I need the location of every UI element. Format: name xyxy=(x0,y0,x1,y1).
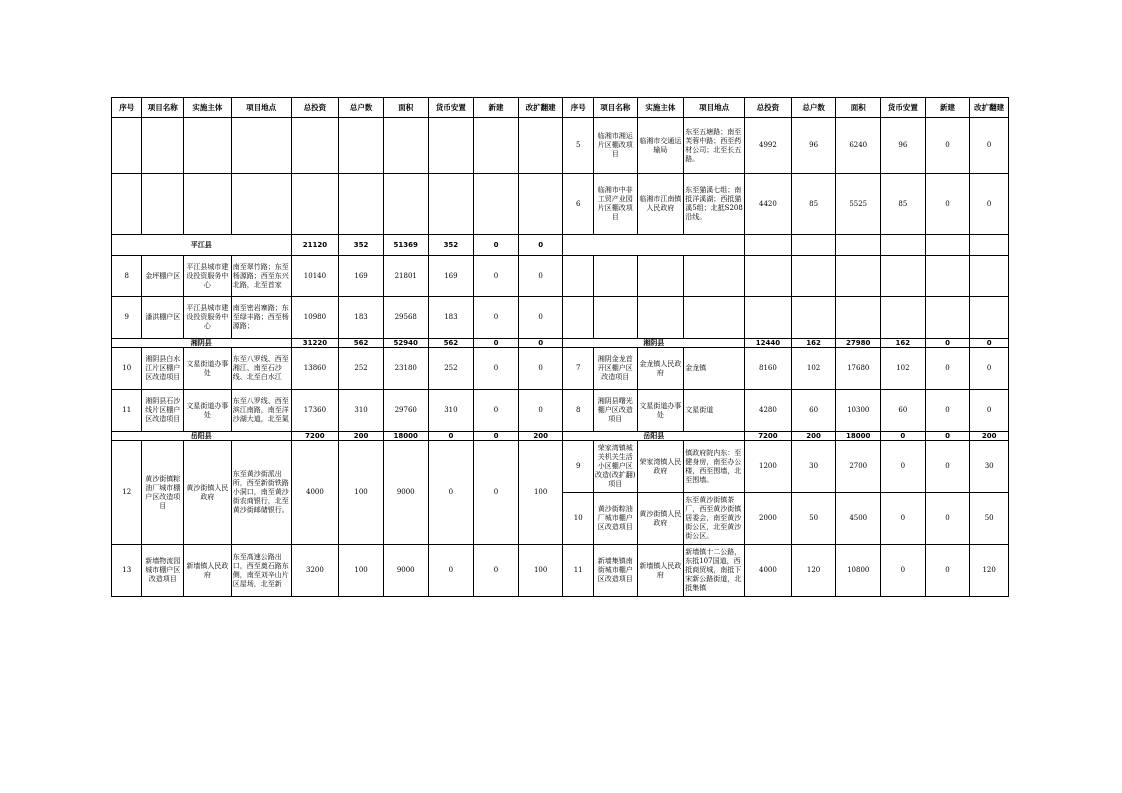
cash-resettlement-cell xyxy=(428,118,474,174)
table-row xyxy=(112,348,1009,390)
area-cell: 9000 xyxy=(383,545,428,597)
county-subtotal-label: 岳阳县 xyxy=(563,432,745,441)
location-cell: 东至高速公路出口，西至奠石路东侧，南至刘辛山片区屋场，北至新 xyxy=(231,545,291,597)
table-row xyxy=(112,118,1009,174)
seq-cell: 5 xyxy=(563,118,593,174)
renovation-cell: 50 xyxy=(970,493,1009,545)
area-cell: 5525 xyxy=(836,174,881,235)
new-build-cell xyxy=(925,256,970,297)
cash-resettlement-cell: 0 xyxy=(428,545,474,597)
seq-cell: 11 xyxy=(563,545,593,597)
new-build-cell: 0 xyxy=(474,390,519,432)
area-cell: 4500 xyxy=(836,493,881,545)
seq-cell: 6 xyxy=(563,174,593,235)
cash-resettlement-cell: 60 xyxy=(881,390,926,432)
subtotal-value-cell: 12440 xyxy=(745,339,792,348)
implementer-cell: 荣家湾镇人民政府 xyxy=(637,441,684,493)
location-cell: 东至八罗线、西至湘江、南至石沙线、北至白水江 xyxy=(231,348,291,390)
seq-cell xyxy=(563,297,593,339)
subtotal-value-cell: 51369 xyxy=(383,235,428,256)
implementer-cell: 临湘市江南镇人民政府 xyxy=(637,174,684,235)
project-name-cell: 临湘市湘运片区棚改项目 xyxy=(593,118,637,174)
subtotal-value-cell: 31220 xyxy=(291,339,339,348)
area-cell: 29568 xyxy=(383,297,428,339)
area-cell: 10300 xyxy=(836,390,881,432)
location-cell: 南至翠竹路；东至杨源路；西至东兴北路，北至首家 xyxy=(231,256,291,297)
renovation-cell: 100 xyxy=(518,545,563,597)
households-cell: 60 xyxy=(791,390,836,432)
project-name-cell: 湘阴金龙首开区棚户区改造项目 xyxy=(593,348,637,390)
cash-resettlement-cell: 0 xyxy=(881,441,926,493)
total-investment-cell: 1200 xyxy=(745,441,792,493)
renovation-cell: 0 xyxy=(518,297,563,339)
new-build-cell: 0 xyxy=(925,174,970,235)
households-cell: 100 xyxy=(339,545,384,597)
table-row xyxy=(112,441,1009,493)
seq-cell xyxy=(112,118,142,174)
column-header: 实施主体 xyxy=(637,98,684,118)
column-header: 货币安置 xyxy=(428,98,474,118)
area-cell xyxy=(383,118,428,174)
subtotal-value-cell xyxy=(881,235,926,256)
area-cell: 10800 xyxy=(836,545,881,597)
column-header: 序号 xyxy=(112,98,142,118)
seq-cell: 10 xyxy=(563,493,593,545)
cash-resettlement-cell: 85 xyxy=(881,174,926,235)
households-cell: 183 xyxy=(339,297,384,339)
households-cell: 85 xyxy=(791,174,836,235)
location-cell: 东至黄沙街镇茶厂，西至黄沙街镇居委会，南至黄沙街公区，北至黄沙街公区。 xyxy=(684,493,745,545)
new-build-cell: 0 xyxy=(474,441,519,545)
renovation-cell: 30 xyxy=(970,441,1009,493)
households-cell: 30 xyxy=(791,441,836,493)
cash-resettlement-cell: 0 xyxy=(428,441,474,545)
area-cell: 17680 xyxy=(836,348,881,390)
implementer-cell: 文星街道办事处 xyxy=(637,390,684,432)
households-cell: 310 xyxy=(339,390,384,432)
seq-cell: 9 xyxy=(112,297,142,339)
total-investment-cell: 8160 xyxy=(745,348,792,390)
location-cell: 南至密岩寨路；东至绿丰路；西至杨源路； xyxy=(231,297,291,339)
subtotal-value-cell: 200 xyxy=(339,432,384,441)
total-investment-cell: 10980 xyxy=(291,297,339,339)
subtotal-value-cell: 162 xyxy=(881,339,926,348)
subtotal-value-cell: 0 xyxy=(518,339,563,348)
column-header: 货币安置 xyxy=(881,98,926,118)
subtotal-value-cell: 0 xyxy=(518,235,563,256)
table-row xyxy=(112,174,1009,235)
column-header: 改扩翻建 xyxy=(518,98,563,118)
project-name-cell: 湘阴县白水江片区棚户区改造项目 xyxy=(142,348,184,390)
location-cell: 东至八罗线、西至滨江南路，南至洋沙湖大道，北至氮 xyxy=(231,390,291,432)
renovation-cell: 0 xyxy=(518,256,563,297)
seq-cell: 10 xyxy=(112,348,142,390)
seq-cell: 8 xyxy=(112,256,142,297)
households-cell: 102 xyxy=(791,348,836,390)
cash-resettlement-cell xyxy=(428,174,474,235)
renovation-cell: 0 xyxy=(970,118,1009,174)
county-subtotal-label: 平江县 xyxy=(112,235,292,256)
implementer-cell: 平江县城市建设投资服务中心 xyxy=(184,297,232,339)
project-name-cell: 新墙物流园城市棚户区改造项目 xyxy=(142,545,184,597)
seq-cell xyxy=(563,256,593,297)
households-cell: 100 xyxy=(339,441,384,545)
subtotal-value-cell: 0 xyxy=(970,339,1009,348)
total-investment-cell: 4992 xyxy=(745,118,792,174)
project-name-cell: 新墙集镇南街城市棚户区改造项目 xyxy=(593,545,637,597)
cash-resettlement-cell: 0 xyxy=(881,493,926,545)
project-name-cell xyxy=(142,174,184,235)
cash-resettlement-cell xyxy=(881,256,926,297)
new-build-cell: 0 xyxy=(474,297,519,339)
column-header: 改扩翻建 xyxy=(970,98,1009,118)
new-build-cell: 0 xyxy=(474,256,519,297)
cash-resettlement-cell: 169 xyxy=(428,256,474,297)
subtotal-value-cell: 0 xyxy=(925,339,970,348)
subtotal-value-cell: 52940 xyxy=(383,339,428,348)
location-cell: 文星街道 xyxy=(684,390,745,432)
subtotal-value-cell xyxy=(925,235,970,256)
total-investment-cell xyxy=(291,118,339,174)
project-name-cell: 金坪棚户区 xyxy=(142,256,184,297)
cash-resettlement-cell: 102 xyxy=(881,348,926,390)
households-cell: 169 xyxy=(339,256,384,297)
cash-resettlement-cell: 96 xyxy=(881,118,926,174)
project-table xyxy=(111,97,1009,597)
county-subtotal-label: 岳阳县 xyxy=(112,432,292,441)
total-investment-cell: 2000 xyxy=(745,493,792,545)
total-investment-cell: 17360 xyxy=(291,390,339,432)
location-cell: 新墙镇十二公路，东抵107国道，西抵商贸城，南抵下宋新公路街道，北抵集镇 xyxy=(684,545,745,597)
total-investment-cell xyxy=(745,256,792,297)
area-cell: 21801 xyxy=(383,256,428,297)
project-name-cell xyxy=(593,297,637,339)
project-name-cell: 潘洪棚户区 xyxy=(142,297,184,339)
subtotal-value-cell: 7200 xyxy=(745,432,792,441)
total-investment-cell: 4280 xyxy=(745,390,792,432)
subtotal-value-cell: 200 xyxy=(791,432,836,441)
seq-cell xyxy=(112,174,142,235)
county-subtotal-label: 湘阴县 xyxy=(563,339,745,348)
column-header: 序号 xyxy=(563,98,593,118)
column-header: 项目地点 xyxy=(684,98,745,118)
subtotal-value-cell: 200 xyxy=(518,432,563,441)
new-build-cell: 0 xyxy=(474,348,519,390)
renovation-cell: 0 xyxy=(970,390,1009,432)
total-investment-cell xyxy=(291,174,339,235)
subtotal-value-cell: 0 xyxy=(925,432,970,441)
county-subtotal-label: 湘阴县 xyxy=(112,339,292,348)
new-build-cell: 0 xyxy=(474,545,519,597)
renovation-cell: 100 xyxy=(518,441,563,545)
column-header: 项目名称 xyxy=(142,98,184,118)
table-row xyxy=(112,545,1009,597)
total-investment-cell: 4000 xyxy=(745,545,792,597)
new-build-cell: 0 xyxy=(925,441,970,493)
implementer-cell: 金龙镇人民政府 xyxy=(637,348,684,390)
seq-cell: 13 xyxy=(112,545,142,597)
total-investment-cell: 4000 xyxy=(291,441,339,545)
implementer-cell: 文星街道办事处 xyxy=(184,348,232,390)
column-header: 总投资 xyxy=(291,98,339,118)
seq-cell: 9 xyxy=(563,441,593,493)
renovation-cell: 0 xyxy=(518,390,563,432)
column-header: 项目名称 xyxy=(593,98,637,118)
total-investment-cell: 4420 xyxy=(745,174,792,235)
cash-resettlement-cell xyxy=(881,297,926,339)
seq-cell: 11 xyxy=(112,390,142,432)
location-cell xyxy=(231,118,291,174)
implementer-cell: 平江县城市建设投资服务中心 xyxy=(184,256,232,297)
column-header: 面积 xyxy=(836,98,881,118)
new-build-cell: 0 xyxy=(925,390,970,432)
column-header: 新建 xyxy=(474,98,519,118)
subtotal-value-cell: 352 xyxy=(428,235,474,256)
county-subtotal-label xyxy=(563,235,745,256)
area-cell: 9000 xyxy=(383,441,428,545)
implementer-cell: 新墙镇人民政府 xyxy=(184,545,232,597)
households-cell xyxy=(339,118,384,174)
column-header: 总户数 xyxy=(791,98,836,118)
total-investment-cell: 3200 xyxy=(291,545,339,597)
subtotal-value-cell: 27980 xyxy=(836,339,881,348)
column-header: 项目地点 xyxy=(231,98,291,118)
subtotal-row xyxy=(112,432,1009,441)
cash-resettlement-cell: 310 xyxy=(428,390,474,432)
subtotal-value-cell: 562 xyxy=(428,339,474,348)
new-build-cell xyxy=(925,297,970,339)
subtotal-value-cell: 562 xyxy=(339,339,384,348)
subtotal-value-cell: 0 xyxy=(474,339,519,348)
table-body xyxy=(112,98,1009,597)
project-name-cell: 黄沙街镇粽油厂城市棚户区改造项目 xyxy=(142,441,184,545)
subtotal-value-cell: 0 xyxy=(881,432,926,441)
table-row xyxy=(112,297,1009,339)
subtotal-value-cell: 0 xyxy=(474,235,519,256)
column-header: 新建 xyxy=(925,98,970,118)
new-build-cell: 0 xyxy=(925,493,970,545)
header-row xyxy=(112,98,1009,118)
implementer-cell: 临湘市交通运输局 xyxy=(637,118,684,174)
households-cell: 50 xyxy=(791,493,836,545)
new-build-cell: 0 xyxy=(925,545,970,597)
location-cell: 东至五塘路；南至芙蓉中路；西至药材公司；北至长五路。 xyxy=(684,118,745,174)
area-cell: 23180 xyxy=(383,348,428,390)
project-name-cell xyxy=(593,256,637,297)
households-cell: 96 xyxy=(791,118,836,174)
subtotal-value-cell: 7200 xyxy=(291,432,339,441)
households-cell xyxy=(791,297,836,339)
subtotal-value-cell xyxy=(791,235,836,256)
renovation-cell: 0 xyxy=(970,348,1009,390)
subtotal-value-cell xyxy=(745,235,792,256)
project-name-cell xyxy=(142,118,184,174)
project-name-cell: 荣家湾镇城关机关生活小区棚户区改造(改扩翻)项目 xyxy=(593,441,637,493)
subtotal-value-cell: 0 xyxy=(474,432,519,441)
area-cell: 2700 xyxy=(836,441,881,493)
renovation-cell: 0 xyxy=(970,174,1009,235)
cash-resettlement-cell: 252 xyxy=(428,348,474,390)
subtotal-value-cell: 352 xyxy=(339,235,384,256)
location-cell xyxy=(231,174,291,235)
area-cell xyxy=(836,256,881,297)
implementer-cell xyxy=(637,256,684,297)
subtotal-value-cell: 162 xyxy=(791,339,836,348)
area-cell xyxy=(383,174,428,235)
implementer-cell xyxy=(184,118,232,174)
subtotal-value-cell: 21120 xyxy=(291,235,339,256)
implementer-cell: 新墙镇人民政府 xyxy=(637,545,684,597)
area-cell: 6240 xyxy=(836,118,881,174)
total-investment-cell: 10140 xyxy=(291,256,339,297)
location-cell xyxy=(684,297,745,339)
renovation-cell xyxy=(970,297,1009,339)
households-cell: 252 xyxy=(339,348,384,390)
project-name-cell: 临湘市中非工贸产业园片区棚改项目 xyxy=(593,174,637,235)
cash-resettlement-cell: 0 xyxy=(881,545,926,597)
renovation-cell: 120 xyxy=(970,545,1009,597)
project-name-cell: 黄沙街粽油厂城市棚户区改造项目 xyxy=(593,493,637,545)
column-header: 实施主体 xyxy=(184,98,232,118)
location-cell: 东至黄沙街派出所，西至新街铁路小洞口，南至黄沙街农商银行，北至黄沙街邮储银行。 xyxy=(231,441,291,545)
total-investment-cell xyxy=(745,297,792,339)
cash-resettlement-cell: 183 xyxy=(428,297,474,339)
new-build-cell: 0 xyxy=(925,348,970,390)
renovation-cell xyxy=(970,256,1009,297)
project-name-cell: 湘阴县曙光棚户区改造项目 xyxy=(593,390,637,432)
subtotal-row xyxy=(112,339,1009,348)
location-cell: 东至猫溪七组；南抵洋溪湖；西抵猫溪5组；北抵S208沿线。 xyxy=(684,174,745,235)
column-header: 总投资 xyxy=(745,98,792,118)
subtotal-value-cell: 18000 xyxy=(383,432,428,441)
column-header: 面积 xyxy=(383,98,428,118)
subtotal-value-cell xyxy=(836,235,881,256)
implementer-cell xyxy=(184,174,232,235)
subtotal-value-cell: 18000 xyxy=(836,432,881,441)
subtotal-row xyxy=(112,235,1009,256)
table-row xyxy=(112,390,1009,432)
area-cell: 29760 xyxy=(383,390,428,432)
project-name-cell: 湘阴县石沙线片区棚户区改造项目 xyxy=(142,390,184,432)
seq-cell: 8 xyxy=(563,390,593,432)
renovation-cell xyxy=(518,118,563,174)
renovation-cell: 0 xyxy=(518,348,563,390)
renovation-cell xyxy=(518,174,563,235)
implementer-cell xyxy=(637,297,684,339)
new-build-cell: 0 xyxy=(925,118,970,174)
households-cell xyxy=(339,174,384,235)
households-cell xyxy=(791,256,836,297)
new-build-cell xyxy=(474,118,519,174)
subtotal-value-cell: 200 xyxy=(970,432,1009,441)
implementer-cell: 黄沙街镇人民政府 xyxy=(184,441,232,545)
implementer-cell: 黄沙街镇人民政府 xyxy=(637,493,684,545)
seq-cell: 12 xyxy=(112,441,142,545)
subtotal-value-cell xyxy=(970,235,1009,256)
table-row xyxy=(112,256,1009,297)
seq-cell: 7 xyxy=(563,348,593,390)
households-cell: 120 xyxy=(791,545,836,597)
subtotal-value-cell: 0 xyxy=(428,432,474,441)
total-investment-cell: 13860 xyxy=(291,348,339,390)
location-cell xyxy=(684,256,745,297)
location-cell: 镇政府院内东：至健身房，南至办公楼，西至围墙，北至围墙。 xyxy=(684,441,745,493)
column-header: 总户数 xyxy=(339,98,384,118)
new-build-cell xyxy=(474,174,519,235)
location-cell: 金龙镇 xyxy=(684,348,745,390)
implementer-cell: 文星街道办事处 xyxy=(184,390,232,432)
area-cell xyxy=(836,297,881,339)
